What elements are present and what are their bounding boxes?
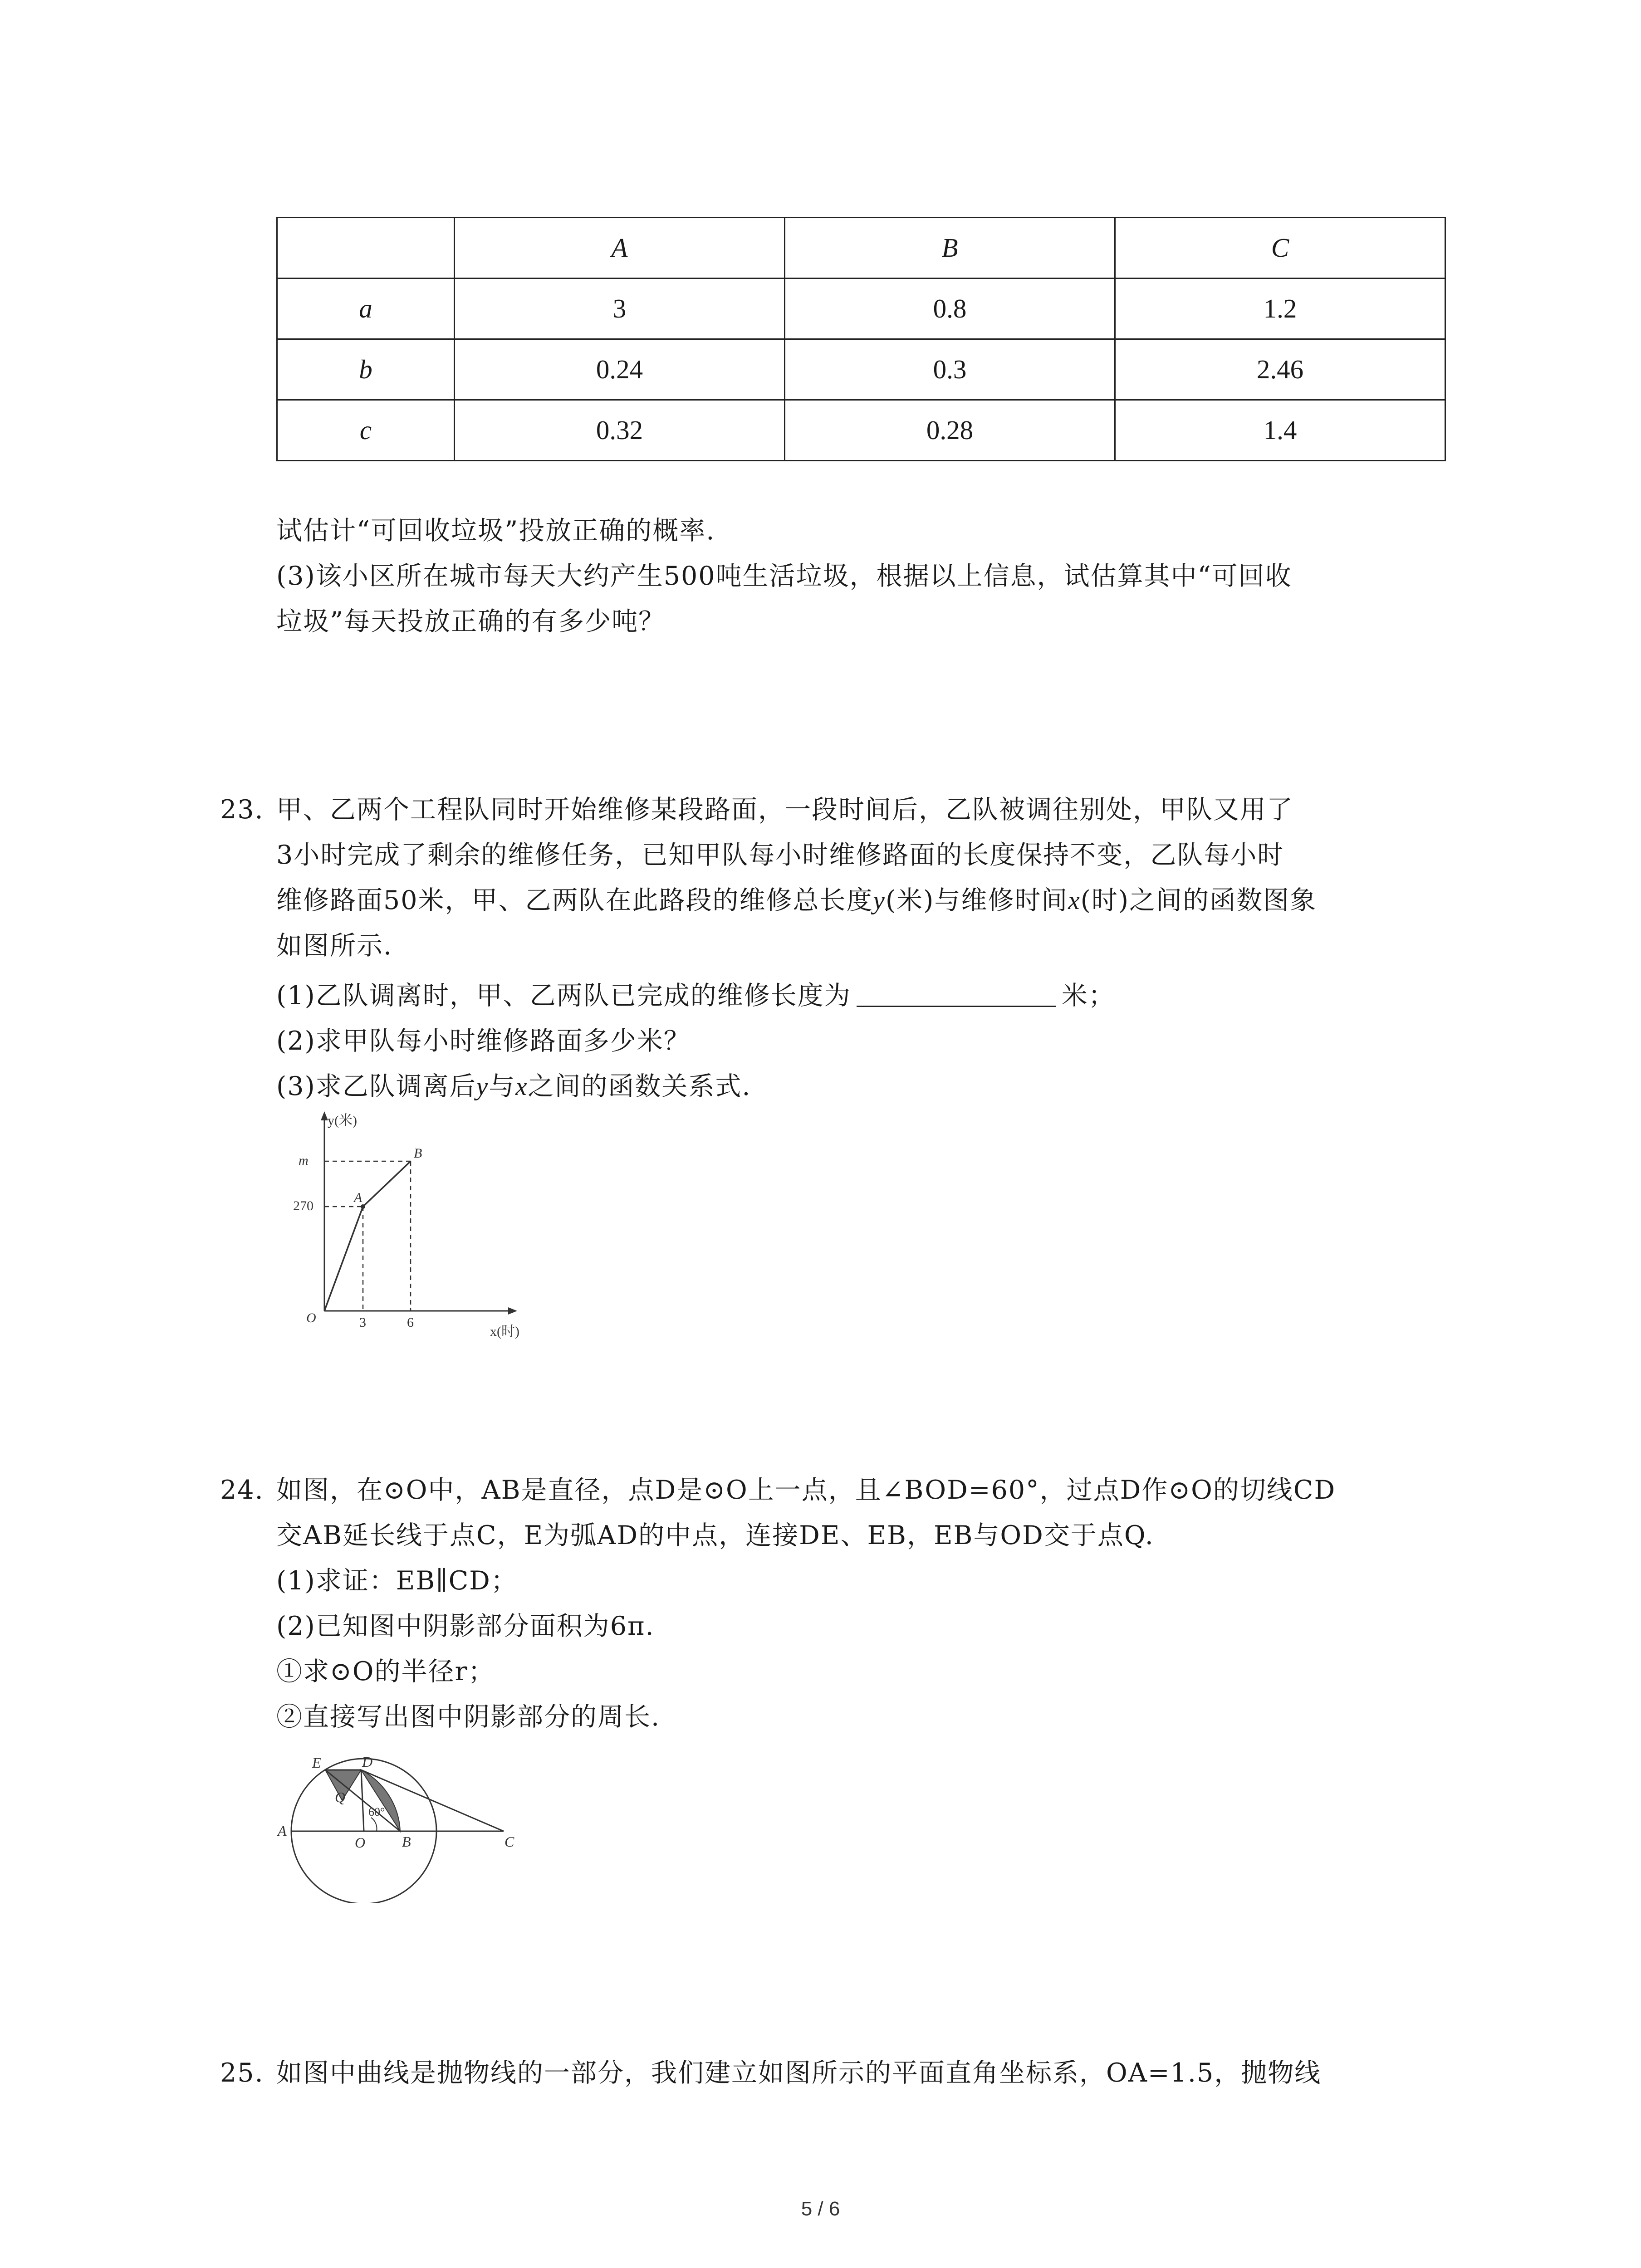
table-cell: 0.28 xyxy=(785,400,1115,461)
table-header-cell xyxy=(277,218,455,279)
q23-function-graph xyxy=(272,1107,554,1361)
table-header-cell: C xyxy=(1115,218,1445,279)
table-cell: 0.32 xyxy=(455,400,785,461)
y-axis-label: y(米) xyxy=(328,1113,357,1128)
label-a: A xyxy=(278,1823,287,1839)
segment-oa xyxy=(324,1207,363,1311)
q24-sub2-2: ②直接写出图中阴影部分的周长. xyxy=(276,1702,661,1732)
x-axis-arrow-icon xyxy=(508,1307,517,1315)
point-b-label: B xyxy=(414,1146,422,1161)
q22-text-line: 垃圾”每天投放正确的有多少吨？ xyxy=(276,606,666,636)
variable: y xyxy=(873,886,886,915)
q23-text-line xyxy=(276,882,1317,919)
point-a-label: A xyxy=(354,1190,362,1205)
q24-circle-figure xyxy=(268,1740,540,1903)
data-table xyxy=(276,217,1446,461)
q22-text-line: (3)该小区所在城市每天大约产生500吨生活垃圾，根据以上信息，试估算其中“可回收 xyxy=(276,561,1292,591)
shaded-segment xyxy=(361,1770,400,1831)
table-cell: 0.8 xyxy=(785,279,1115,339)
variable: y xyxy=(476,1072,489,1101)
label-d: D xyxy=(362,1754,373,1770)
q23-number: 23. xyxy=(220,795,264,825)
angle-arc xyxy=(371,1818,377,1831)
table-row xyxy=(277,279,1445,339)
table-header-row xyxy=(277,218,1445,279)
label-o: O xyxy=(355,1834,366,1851)
q24-text-line: 交AB延长线于点C，E为弧AD的中点，连接DE、EB，EB与OD交于点Q. xyxy=(276,1520,1154,1550)
q23-text-line: 如图所示. xyxy=(276,931,393,961)
text-run: (时)之间的函数图象 xyxy=(1080,885,1317,915)
label-e: E xyxy=(312,1755,321,1771)
x-axis-label: x(时) xyxy=(490,1324,519,1339)
table-row-label: a xyxy=(277,279,455,339)
table-cell: 0.3 xyxy=(785,339,1115,400)
q23-text-line: 3小时完成了剩余的维修任务，已知甲队每小时维修路面的长度保持不变，乙队每小时 xyxy=(276,840,1284,870)
x-tick-6: 6 xyxy=(407,1315,414,1330)
text-run: 与 xyxy=(489,1071,516,1101)
table-cell: 3 xyxy=(455,279,785,339)
q24-text-line: 如图，在⊙O中，AB是直径，点D是⊙O上一点，且∠BOD=60°，过点D作⊙O的切线CD xyxy=(276,1475,1336,1505)
q25-number: 25. xyxy=(220,2058,264,2088)
text-run: 维修路面50米，甲、乙两队在此路段的维修总长度 xyxy=(276,885,873,915)
origin-label: O xyxy=(306,1310,316,1325)
x-tick-3: 3 xyxy=(359,1315,366,1330)
q25-text-line: 如图中曲线是抛物线的一部分，我们建立如图所示的平面直角坐标系，OA=1.5，抛物线 xyxy=(276,2058,1322,2088)
table-cell: 1.2 xyxy=(1115,279,1445,339)
q22-text-line: 试估计“可回收垃圾”投放正确的概率. xyxy=(276,516,715,546)
q23-sub1 xyxy=(276,978,1115,1014)
q24-sub2-1: ①求⊙O的半径r； xyxy=(276,1657,495,1686)
label-q: Q xyxy=(335,1789,346,1805)
q24-sub1: (1)求证：EB∥CD； xyxy=(276,1566,518,1596)
text-run: (3)求乙队调离后 xyxy=(276,1071,476,1101)
label-b: B xyxy=(402,1833,411,1850)
q24-number: 24. xyxy=(220,1475,264,1505)
q24-sub2: (2)已知图中阴影部分面积为6π. xyxy=(276,1611,655,1641)
text-run: (米)与维修时间 xyxy=(885,885,1068,915)
angle-label: 60° xyxy=(368,1805,385,1818)
table-cell: 2.46 xyxy=(1115,339,1445,400)
q23-sub2: (2)求甲队每小时维修路面多少米？ xyxy=(276,1026,691,1056)
variable: x xyxy=(515,1072,528,1101)
label-c: C xyxy=(505,1833,514,1850)
page-number: 5 / 6 xyxy=(801,2198,840,2220)
y-tick-m: m xyxy=(299,1153,309,1168)
text-run: 米； xyxy=(1061,981,1115,1011)
q23-sub3 xyxy=(276,1068,751,1105)
y-axis-arrow-icon xyxy=(321,1111,328,1120)
table-row-label: b xyxy=(277,339,455,400)
table-header-cell: A xyxy=(455,218,785,279)
table-header-cell: B xyxy=(785,218,1115,279)
table-row xyxy=(277,400,1445,461)
text-run: 之间的函数关系式. xyxy=(528,1071,751,1101)
segment-ab xyxy=(363,1161,411,1207)
text-run: (1)乙队调离时，甲、乙两队已完成的维修长度为 xyxy=(276,981,851,1011)
q23-text-line: 甲、乙两个工程队同时开始维修某段路面，一段时间后，乙队被调往别处，甲队又用了 xyxy=(276,795,1293,825)
y-tick-270: 270 xyxy=(293,1198,314,1213)
table-row xyxy=(277,339,1445,400)
table-cell: 1.4 xyxy=(1115,400,1445,461)
answer-blank xyxy=(857,978,1056,1007)
table-cell: 0.24 xyxy=(455,339,785,400)
table-row-label: c xyxy=(277,400,455,461)
variable: x xyxy=(1068,886,1081,915)
